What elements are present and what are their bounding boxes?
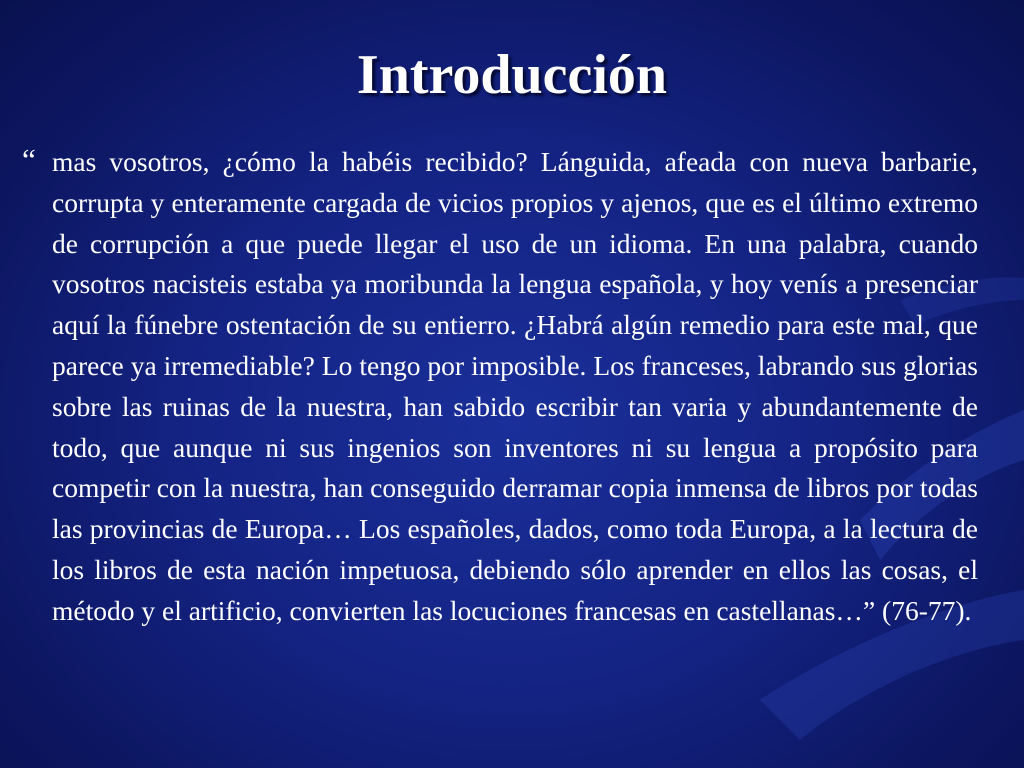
quote-citation: (76-77). [875,594,972,626]
quote-text: mas vosotros, ¿cómo la habéis recibido? Lánguida, afeada con nueva barbarie, corrupta y enteramente cargada de vicios propios y ajenos, que es el último extremo de corrupción a que puede llegar el uso de un idioma. En una palabra, cuando vosotros nacisteis estaba ya moribunda la lengua española, y hoy venís a presenciar aquí la fúnebre ostentación de su entierro. ¿Habrá algún remedio para este mal, que parece ya irremediable? Lo tengo por imposible. Los franceses, labrando sus glorias sobre las ruinas de la nuestra, han sabido escribir tan varia y abundantemente de todo, que aunque ni sus ingenios son inventores ni su lengua a propósito para competir con la nuestra, han conseguido derramar copia inmensa de libros por todas las provincias de Europa… Los españoles, dados, como toda Europa, a la lectura de los libros de esta nación impetuosa, debiendo sólo aprender en ellos las cosas, el método y el artificio, convierten las locuciones francesas en castellanas… [52,146,978,626]
closing-quote-mark: ” [862,594,876,626]
slide-title: Introducción [356,44,668,106]
quote-paragraph [22,142,978,632]
opening-quote-mark: “ [22,142,36,177]
